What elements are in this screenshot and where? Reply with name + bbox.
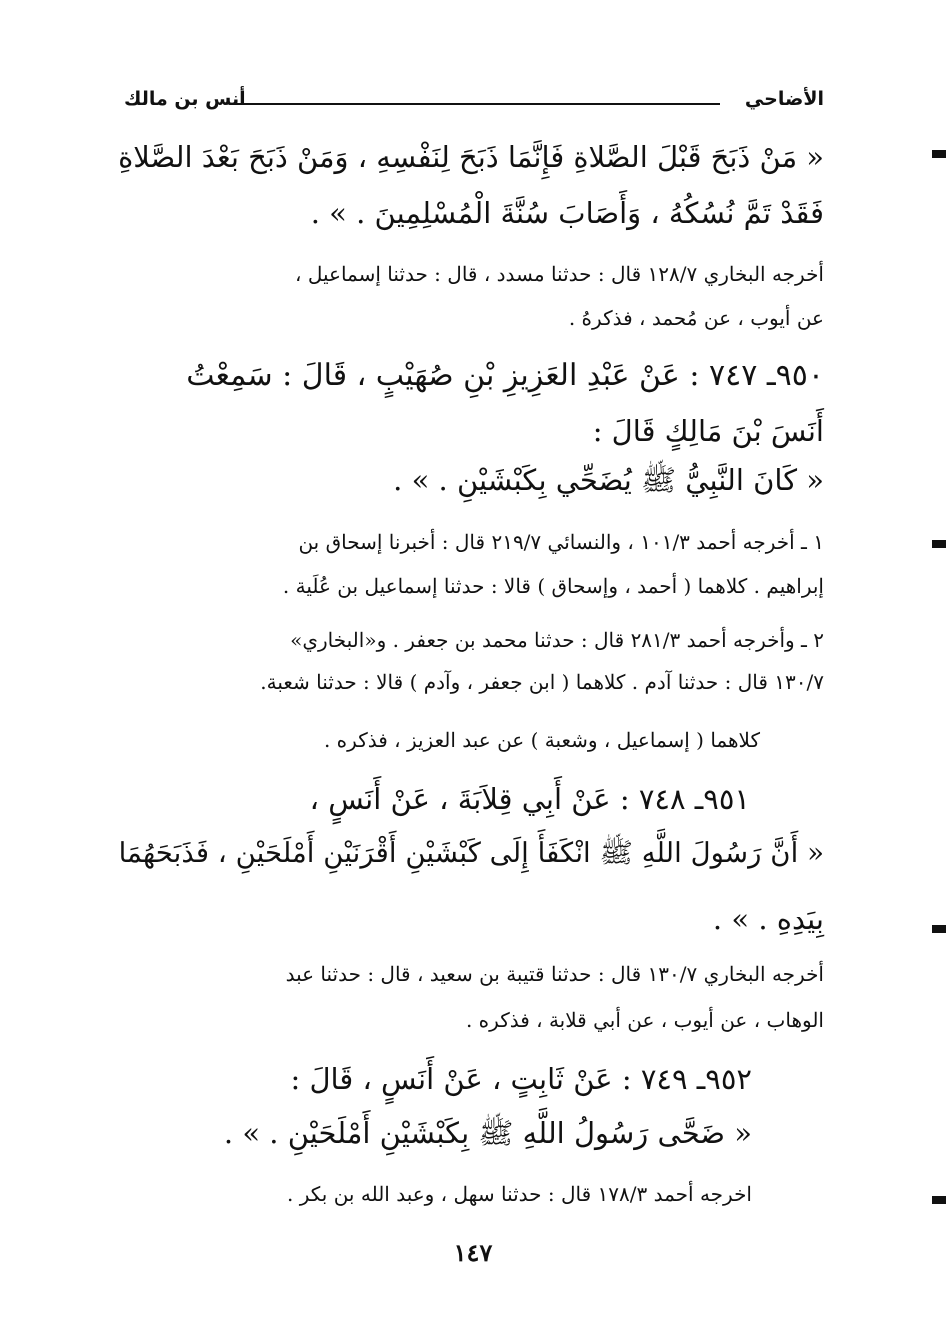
running-header-companion: أنس بن مالك <box>124 88 246 110</box>
takhrij-note-line: إبراهيم . كلاهما ( أحمد ، وإسحاق ) قالا : حدثنا إسماعيل بن عُلَية . <box>282 574 824 598</box>
hadith-text-line: بِيَدِهِ . » . <box>712 902 824 936</box>
takhrij-note-line: أخرجه البخاري ١٣٠/٧ قال : حدثنا قتيبة بن سعيد ، قال : حدثنا عبد <box>285 962 824 986</box>
page-number: ١٤٧ <box>453 1238 493 1267</box>
takhrij-note-line: ١٣٠/٧ قال : حدثنا آدم . كلاهما ( ابن جعفر ، وآدم ) قالا : حدثنا شعبة. <box>260 670 824 694</box>
hadith-text-line: « أَنَّ رَسُولَ اللَّهِ ﷺ انْكَفَأَ إِلَى كَبْشَيْنِ أَقْرَنَيْنِ أَمْلَحَيْنِ ، فَذَبَحَهُمَا <box>118 836 824 869</box>
binding-mark <box>932 150 946 158</box>
takhrij-note-line: عن أيوب ، عن مُحمد ، فذكرهُ . <box>568 306 824 330</box>
takhrij-note-line: الوهاب ، عن أيوب ، عن أبي قلابة ، فذكره . <box>465 1008 824 1032</box>
binding-mark <box>932 1196 946 1204</box>
hadith-text-line: أَنَسَ بْنَ مَالِكٍ قَالَ : <box>592 414 824 448</box>
header-rule <box>232 103 720 105</box>
hadith-text-line: « كَانَ النَّبِيُّ ﷺ يُضَحِّي بِكَبْشَيْنِ . » . <box>393 463 824 497</box>
binding-mark <box>932 925 946 933</box>
hadith-heading-line: ٩٥٢ـ ٧٤٩ : عَنْ ثَابِتٍ ، عَنْ أَنَسٍ ، قَالَ : <box>290 1062 752 1096</box>
hadith-text-line: فَقَدْ تَمَّ نُسُكُهُ ، وَأَصَابَ سُنَّةَ الْمُسْلِمِينَ . » . <box>310 196 824 230</box>
takhrij-note-line: اخرجه أحمد ١٧٨/٣ قال : حدثنا سهل ، وعبد الله بن بكر . <box>286 1182 752 1206</box>
running-header-chapter: الأضاحي <box>744 88 824 110</box>
hadith-heading-line: ٩٥١ـ ٧٤٨ : عَنْ أَبِي قِلاَبَةَ ، عَنْ أَنَسٍ ، <box>309 782 750 816</box>
hadith-heading-line: ٩٥٠ـ ٧٤٧ : عَنْ عَبْدِ العَزِيزِ بْنِ صُهَيْبٍ ، قَالَ : سَمِعْتُ <box>186 358 824 393</box>
takhrij-note-line: ٢ ـ وأخرجه أحمد ٢٨١/٣ قال : حدثنا محمد بن جعفر . و«البخاري» <box>290 628 824 652</box>
hadith-text-line: « ضَحَّى رَسُولُ اللَّهِ ﷺ بِكَبْشَيْنِ أَمْلَحَيْنِ . » . <box>223 1116 752 1150</box>
takhrij-note-line: كلاهما ( إسماعيل ، وشعبة ) عن عبد العزيز ، فذكره . <box>323 728 760 752</box>
binding-mark <box>932 540 946 548</box>
takhrij-note-line: أخرجه البخاري ١٢٨/٧ قال : حدثنا مسدد ، قال : حدثنا إسماعيل ، <box>295 262 824 286</box>
takhrij-note-line: ١ ـ أخرجه أحمد ١٠١/٣ ، والنسائي ٢١٩/٧ قال : أخبرنا إسحاق بن <box>298 530 824 554</box>
hadith-text-line: « مَنْ ذَبَحَ قَبْلَ الصَّلاةِ فَإِنَّمَا ذَبَحَ لِنَفْسِهِ ، وَمَنْ ذَبَحَ بَعْدَ الصَّلاةِ <box>118 140 824 174</box>
